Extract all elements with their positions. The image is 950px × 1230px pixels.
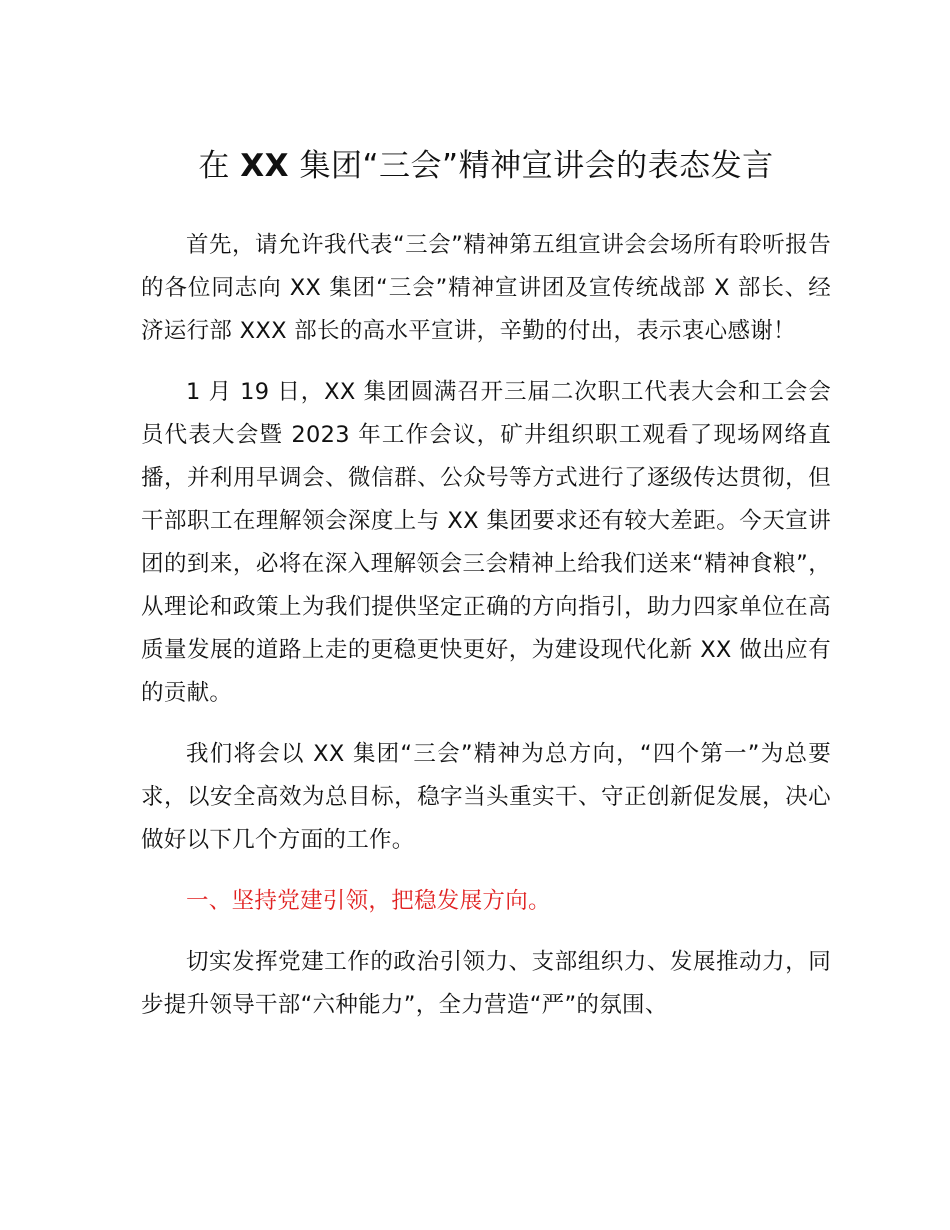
title-prefix: 在 bbox=[198, 148, 241, 184]
paragraph-2: 1 月 19 日，XX 集团圆满召开三届二次职工代表大会和工会会员代表大会暨 2023 年工作会议，矿井组织职工观看了现场网络直播，并利用早调会、微信群、公众号等方式进行了逐级传达贯彻，但干部职工在理解领会深度上与 XX 集团要求还有较大差距。今天宣讲团的到来，必将在深入理解领会三会精神上给我们送来“精神食粮”，从理论和政策上为我们提供坚定正确的方向指引，助力四家单位在高质量发展的道路上走的更稳更快更好，为建设现代化新 XX 做出应有的贡献。 bbox=[141, 379, 831, 706]
section-paragraph: 切实发挥党建工作的政治引领力、支部组织力、发展推动力，同步提升领导干部“六种能力”，全力营造“严”的氛围、 bbox=[141, 949, 831, 1018]
paragraph-1: 首先，请允许我代表“三会”精神第五组宣讲会会场所有聆听报告的各位同志向 XX 集团“三会”精神宣讲团及宣传统战部 X 部长、经济运行部 XXX 部长的高水平宣讲，辛勤的付出，表示衷心感谢！ bbox=[141, 232, 831, 344]
title-suffix: 集团“三会”精神宣讲会的表态发言 bbox=[289, 148, 774, 184]
document-title bbox=[141, 138, 831, 194]
section-heading: 一、坚持党建引领，把稳发展方向。 bbox=[186, 888, 551, 914]
document-body bbox=[141, 138, 831, 1027]
title-bold: XX bbox=[240, 148, 290, 184]
paragraph-3: 我们将会以 XX 集团“三会”精神为总方向，“四个第一”为总要求，以安全高效为总目标，稳字当头重实干、守正创新促发展，决心做好以下几个方面的工作。 bbox=[141, 741, 831, 853]
